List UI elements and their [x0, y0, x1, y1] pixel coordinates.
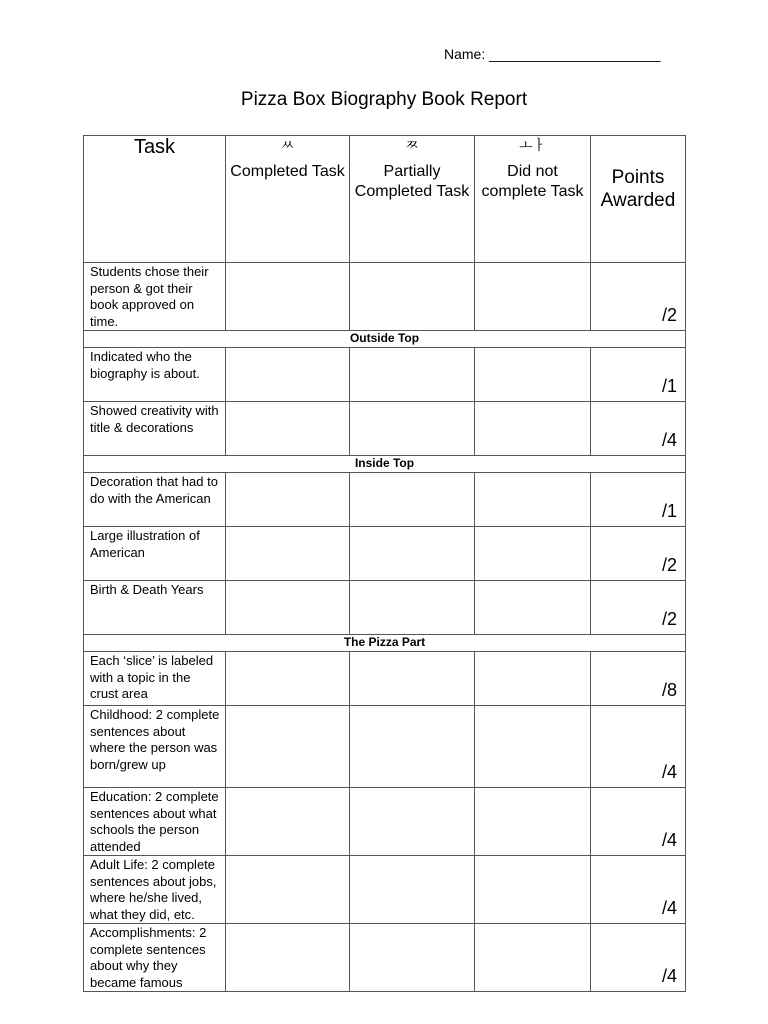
- points-value: /1: [591, 473, 686, 527]
- column-label-partial: Partially Completed Task: [354, 163, 470, 200]
- not-complete-cell: [475, 527, 591, 581]
- completed-cell: [226, 473, 350, 527]
- partial-cell: [350, 706, 475, 788]
- task-row: [84, 473, 686, 527]
- points-value: /2: [591, 263, 686, 331]
- task-description: Adult Life: 2 complete sentences about jobs, where he/she lived, what they did, etc.: [84, 856, 226, 924]
- completed-cell: [226, 706, 350, 788]
- partial-cell: [350, 924, 475, 992]
- task-description: Students chose their person & got their book approved on time.: [84, 263, 226, 331]
- task-row: [84, 402, 686, 456]
- completed-cell: [226, 402, 350, 456]
- completed-cell: [226, 263, 350, 331]
- name-field-label: Name: ______________________: [444, 46, 661, 62]
- not-complete-cell: [475, 402, 591, 456]
- section-header-row: [84, 456, 686, 473]
- section-title: Outside Top: [84, 331, 686, 348]
- rubric-body: [84, 263, 686, 992]
- not-complete-cell: [475, 856, 591, 924]
- completed-cell: [226, 924, 350, 992]
- completed-cell: [226, 788, 350, 856]
- partial-cell: [350, 856, 475, 924]
- completed-cell: [226, 581, 350, 635]
- section-header-row: [84, 635, 686, 652]
- column-header-points: [591, 136, 686, 263]
- points-value: /2: [591, 527, 686, 581]
- not-complete-cell: [475, 706, 591, 788]
- not-complete-cell: [475, 581, 591, 635]
- partial-cell: [350, 652, 475, 706]
- not-complete-cell: [475, 652, 591, 706]
- completed-cell: [226, 348, 350, 402]
- partial-cell: [350, 348, 475, 402]
- task-description: Large illustration of American: [84, 527, 226, 581]
- points-value: /8: [591, 652, 686, 706]
- task-row: [84, 706, 686, 788]
- task-description: Accomplishments: 2 complete sentences about why they became famous: [84, 924, 226, 992]
- section-title: Inside Top: [84, 456, 686, 473]
- partial-cell: [350, 581, 475, 635]
- task-row: [84, 856, 686, 924]
- completed-cell: [226, 856, 350, 924]
- completed-symbol-icon: ㅆ: [280, 138, 295, 154]
- page-title: Pizza Box Biography Book Report: [240, 89, 528, 110]
- completed-cell: [226, 652, 350, 706]
- column-header-task: Task: [84, 136, 226, 263]
- column-label-points: Points Awarded: [600, 167, 676, 211]
- column-label-completed: Completed Task: [230, 163, 345, 180]
- points-value: /4: [591, 924, 686, 992]
- partial-cell: [350, 527, 475, 581]
- task-row: [84, 652, 686, 706]
- points-value: /4: [591, 402, 686, 456]
- section-header-row: [84, 331, 686, 348]
- task-description: Showed creativity with title & decorations: [84, 402, 226, 456]
- task-row: [84, 924, 686, 992]
- points-value: /4: [591, 706, 686, 788]
- not-complete-cell: [475, 348, 591, 402]
- task-row: [84, 581, 686, 635]
- task-description: Decoration that had to do with the American: [84, 473, 226, 527]
- task-description: Childhood: 2 complete sentences about where the person was born/grew up: [84, 706, 226, 788]
- partial-cell: [350, 402, 475, 456]
- section-title: The Pizza Part: [84, 635, 686, 652]
- partial-cell: [350, 263, 475, 331]
- points-value: /1: [591, 348, 686, 402]
- task-row: [84, 788, 686, 856]
- task-description: Each ‘slice’ is labeled with a topic in the crust area: [84, 652, 226, 706]
- task-description: Indicated who the biography is about.: [84, 348, 226, 402]
- not-complete-cell: [475, 473, 591, 527]
- not-complete-cell: [475, 263, 591, 331]
- rubric-table: [83, 135, 686, 992]
- not-complete-cell: [475, 924, 591, 992]
- partial-cell: [350, 473, 475, 527]
- column-header-partial: [350, 136, 475, 263]
- partial-symbol-icon: ㅉ: [405, 138, 419, 154]
- points-value: /2: [591, 581, 686, 635]
- points-value: /4: [591, 788, 686, 856]
- column-label-not-complete: Did not complete Task: [481, 163, 584, 200]
- not-complete-symbol-icon: ㅗㅏ: [518, 138, 547, 154]
- points-value: /4: [591, 856, 686, 924]
- not-complete-cell: [475, 788, 591, 856]
- partial-cell: [350, 788, 475, 856]
- task-description: Birth & Death Years: [84, 581, 226, 635]
- task-description: Education: 2 complete sentences about what schools the person attended: [84, 788, 226, 856]
- column-header-completed: [226, 136, 350, 263]
- task-row: [84, 527, 686, 581]
- header-row: [84, 136, 686, 263]
- task-row: [84, 263, 686, 331]
- completed-cell: [226, 527, 350, 581]
- column-header-not-complete: [475, 136, 591, 263]
- task-row: [84, 348, 686, 402]
